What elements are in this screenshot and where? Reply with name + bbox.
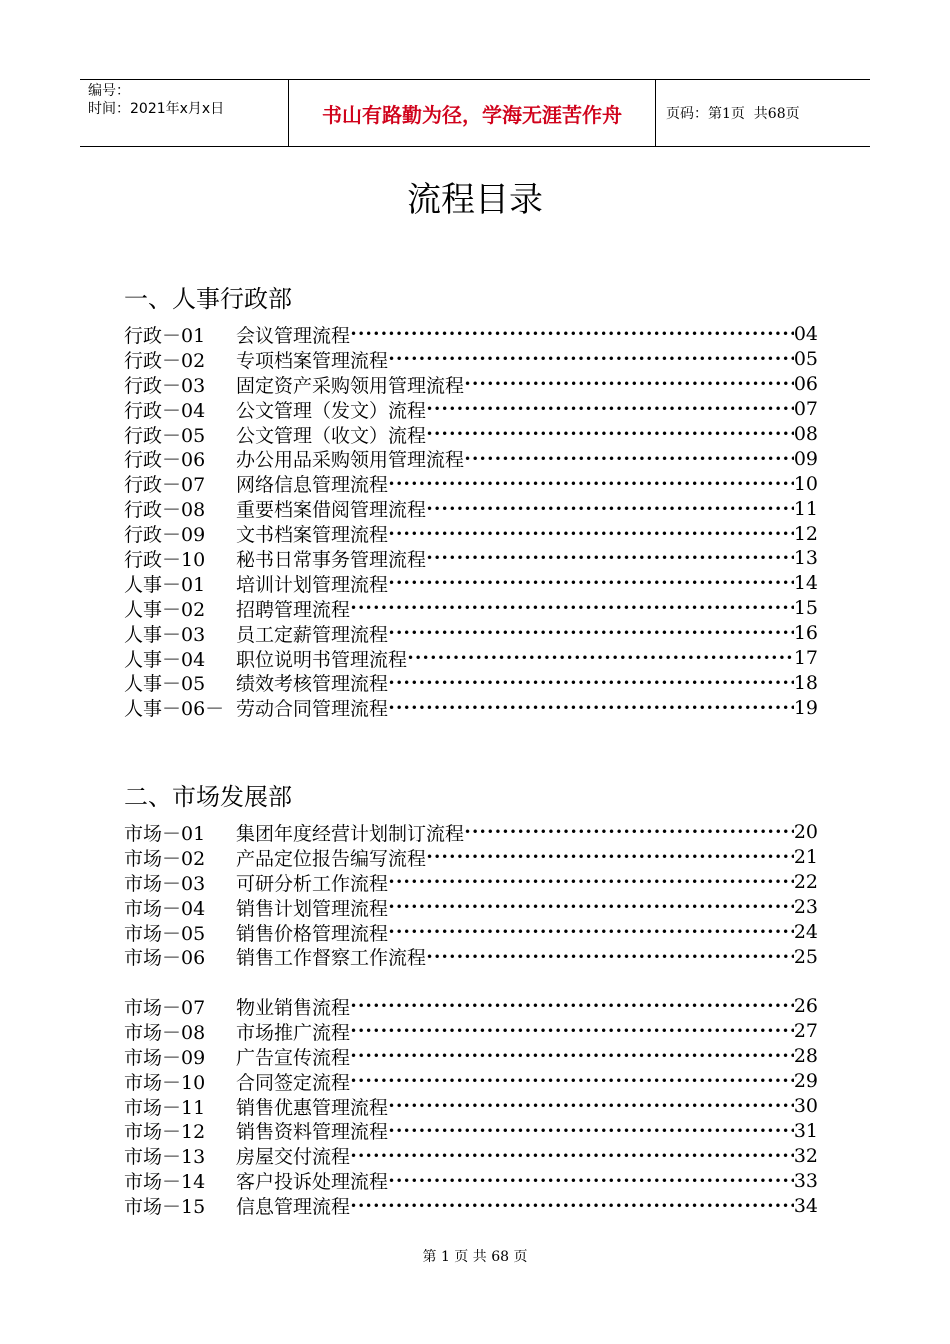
toc-page-number: 24 [793, 921, 818, 943]
toc-entry-name: 销售价格管理流程 [236, 922, 389, 945]
toc-entry-name: 绩效考核管理流程 [236, 673, 389, 696]
toc-page-number: 17 [793, 647, 818, 670]
toc-leader-dots [388, 875, 794, 889]
toc-row[interactable] [124, 521, 818, 546]
toc-row[interactable] [124, 646, 818, 671]
toc-code: 市场－09 [124, 1046, 206, 1069]
toc-page-number: 20 [793, 821, 818, 844]
toc-entry-name: 劳动合同管理流程 [236, 698, 389, 721]
toc-row[interactable] [124, 845, 818, 870]
toc-row[interactable] [124, 496, 818, 521]
toc-entry-name: 秘书日常事务管理流程 [236, 548, 427, 571]
toc-code: 市场－04 [124, 897, 206, 920]
toc-page-number: 10 [793, 472, 818, 495]
section-title-hr-admin: 一、人事行政部 [124, 285, 292, 313]
toc-entry-name: 物业销售流程 [236, 996, 351, 1019]
toc-leader-dots [388, 701, 794, 715]
toc-entry-name: 会议管理流程 [236, 324, 351, 347]
toc-row[interactable] [124, 1143, 818, 1168]
toc-code: 市场－11 [124, 1096, 206, 1119]
toc-code: 人事－04 [124, 648, 206, 671]
toc-leader-dots [388, 676, 794, 690]
toc-code: 市场－10 [124, 1071, 206, 1094]
toc-page-number: 14 [793, 572, 818, 595]
toc-entry-name: 产品定位报告编写流程 [236, 847, 427, 870]
toc-row[interactable] [124, 1118, 818, 1143]
toc-leader-dots [388, 1124, 794, 1138]
toc-code: 市场－03 [124, 872, 206, 895]
toc-code: 行政－07 [124, 474, 206, 497]
toc-page-number: 21 [793, 846, 818, 869]
header-meta [80, 80, 288, 146]
toc-leader-dots [426, 402, 794, 416]
toc-code: 行政－01 [124, 324, 206, 347]
toc-row[interactable] [124, 546, 818, 571]
toc-row[interactable] [124, 1193, 818, 1218]
toc-code: 市场－08 [124, 1021, 206, 1044]
toc-code: 行政－06 [124, 449, 206, 472]
toc-leader-dots [464, 825, 794, 839]
toc-row[interactable] [124, 695, 818, 720]
toc-row[interactable] [124, 621, 818, 646]
document-header [80, 79, 870, 147]
toc-code: 人事－06－ [124, 698, 225, 721]
toc-code: 人事－03 [124, 623, 206, 646]
toc-page-number: 25 [793, 945, 818, 968]
toc-entry-name: 招聘管理流程 [236, 598, 351, 621]
toc-entry-name: 培训计划管理流程 [236, 573, 389, 596]
toc-row[interactable] [124, 446, 818, 471]
toc-row[interactable] [124, 422, 818, 447]
toc-entry-name: 公文管理（发文）流程 [236, 399, 427, 422]
toc-leader-dots [464, 377, 794, 391]
toc-page-number: 31 [793, 1119, 818, 1142]
toc-row[interactable] [124, 670, 818, 695]
toc-code: 行政－05 [124, 424, 206, 447]
toc-entry-name: 办公用品采购领用管理流程 [236, 449, 465, 472]
toc-entry-name: 市场推广流程 [236, 1021, 351, 1044]
toc-code: 人事－02 [124, 598, 206, 621]
toc-list-market [124, 820, 818, 969]
toc-list-market-continued [124, 994, 818, 1218]
toc-code: 市场－07 [124, 996, 206, 1019]
toc-row[interactable] [124, 372, 818, 397]
toc-row[interactable] [124, 994, 818, 1019]
toc-leader-dots [388, 352, 794, 366]
toc-page-number: 13 [793, 547, 818, 570]
toc-row[interactable] [124, 1069, 818, 1094]
toc-page-number: 11 [793, 497, 818, 520]
toc-leader-dots [388, 477, 794, 491]
toc-row[interactable] [124, 870, 818, 895]
toc-row[interactable] [124, 571, 818, 596]
toc-entry-name: 重要档案借阅管理流程 [236, 499, 427, 522]
toc-row[interactable] [124, 347, 818, 372]
toc-entry-name: 网络信息管理流程 [236, 474, 389, 497]
section-title-market: 二、市场发展部 [124, 783, 292, 811]
toc-leader-dots [388, 925, 794, 939]
toc-code: 市场－06 [124, 947, 206, 970]
toc-code: 行政－09 [124, 524, 206, 547]
toc-page-number: 33 [793, 1169, 818, 1192]
toc-code: 行政－10 [124, 548, 206, 571]
toc-page-number: 26 [793, 995, 818, 1018]
toc-entry-name: 集团年度经营计划制订流程 [236, 822, 465, 845]
toc-entry-name: 员工定薪管理流程 [236, 623, 389, 646]
toc-entry-name: 销售计划管理流程 [236, 897, 389, 920]
toc-leader-dots [388, 1174, 794, 1188]
header-motto: 书山有路勤为径，学海无涯苦作舟 [288, 80, 656, 146]
toc-code: 人事－01 [124, 573, 206, 596]
toc-page-number: 32 [793, 1144, 818, 1167]
toc-code: 行政－08 [124, 499, 206, 522]
toc-page-number: 19 [793, 696, 818, 719]
toc-row[interactable] [124, 1094, 818, 1119]
toc-page-number: 04 [793, 323, 818, 346]
header-number-label: 编号： [88, 83, 130, 99]
toc-leader-dots [350, 327, 794, 341]
toc-leader-dots [426, 850, 794, 864]
toc-leader-dots [388, 900, 794, 914]
toc-leader-dots [388, 626, 794, 640]
toc-leader-dots [464, 452, 794, 466]
toc-page-number: 06 [793, 373, 818, 396]
toc-leader-dots [388, 527, 794, 541]
toc-code: 市场－15 [124, 1196, 206, 1219]
toc-leader-dots [350, 999, 794, 1013]
toc-code: 市场－13 [124, 1146, 206, 1169]
toc-code: 市场－02 [124, 847, 206, 870]
toc-row[interactable] [124, 322, 818, 347]
toc-page-number: 18 [793, 671, 818, 694]
toc-page-number: 08 [793, 423, 818, 445]
toc-row[interactable] [124, 1044, 818, 1069]
toc-leader-dots [350, 601, 794, 615]
toc-list-hr-admin [124, 322, 818, 720]
toc-leader-dots [350, 1149, 794, 1163]
toc-entry-name: 公文管理（收文）流程 [236, 424, 427, 447]
toc-page-number: 30 [793, 1095, 818, 1117]
toc-row[interactable] [124, 1168, 818, 1193]
toc-row[interactable] [124, 397, 818, 422]
header-page-info [656, 80, 870, 146]
toc-leader-dots [388, 576, 794, 590]
toc-entry-name: 客户投诉处理流程 [236, 1171, 389, 1194]
toc-page-number: 23 [793, 896, 818, 919]
toc-row[interactable] [124, 596, 818, 621]
toc-page-number: 05 [793, 348, 818, 371]
toc-page-number: 12 [793, 522, 818, 545]
toc-entry-name: 信息管理流程 [236, 1196, 351, 1219]
toc-entry-name: 销售优惠管理流程 [236, 1096, 389, 1119]
toc-row[interactable] [124, 944, 818, 969]
toc-page-number: 09 [793, 447, 818, 470]
header-page-info-text: 页码：第1页 共68页 [666, 106, 800, 122]
header-date: 时间：2021年x月x日 [88, 101, 225, 117]
toc-code: 行政－02 [124, 349, 206, 372]
toc-leader-dots [407, 651, 794, 665]
toc-leader-dots [350, 1024, 794, 1038]
toc-page-number: 22 [793, 871, 818, 894]
toc-leader-dots [426, 950, 794, 964]
toc-row[interactable] [124, 920, 818, 945]
toc-page-number: 15 [793, 597, 818, 620]
toc-leader-dots [350, 1199, 794, 1213]
toc-page-number: 07 [793, 398, 818, 421]
toc-entry-name: 合同签定流程 [236, 1071, 351, 1094]
toc-row[interactable] [124, 895, 818, 920]
toc-page-number: 29 [793, 1070, 818, 1093]
toc-code: 市场－05 [124, 922, 206, 945]
toc-code: 市场－14 [124, 1171, 206, 1194]
toc-row[interactable] [124, 1019, 818, 1044]
toc-leader-dots [388, 1099, 794, 1113]
toc-page-number: 34 [793, 1194, 818, 1217]
toc-leader-dots [426, 427, 794, 441]
page-footer: 第 1 页 共 68 页 [422, 1249, 528, 1265]
toc-leader-dots [350, 1049, 794, 1063]
toc-code: 市场－01 [124, 822, 206, 845]
toc-entry-name: 文书档案管理流程 [236, 524, 389, 547]
toc-row[interactable] [124, 820, 818, 845]
toc-entry-name: 销售资料管理流程 [236, 1121, 389, 1144]
toc-code: 行政－03 [124, 374, 206, 397]
toc-entry-name: 可研分析工作流程 [236, 872, 389, 895]
toc-row[interactable] [124, 471, 818, 496]
toc-page-number: 28 [793, 1045, 818, 1068]
toc-code: 市场－12 [124, 1121, 206, 1144]
toc-entry-name: 固定资产采购领用管理流程 [236, 374, 465, 397]
toc-leader-dots [426, 502, 794, 516]
toc-leader-dots [426, 551, 794, 565]
page-title: 流程目录 [407, 180, 543, 220]
toc-page-number: 27 [793, 1020, 818, 1043]
toc-code: 行政－04 [124, 399, 206, 422]
toc-entry-name: 广告宣传流程 [236, 1046, 351, 1069]
toc-code: 人事－05 [124, 673, 206, 696]
toc-entry-name: 专项档案管理流程 [236, 349, 389, 372]
toc-entry-name: 职位说明书管理流程 [236, 648, 408, 671]
toc-leader-dots [350, 1074, 794, 1088]
toc-entry-name: 销售工作督察工作流程 [236, 947, 427, 970]
toc-entry-name: 房屋交付流程 [236, 1146, 351, 1169]
toc-page-number: 16 [793, 622, 818, 645]
